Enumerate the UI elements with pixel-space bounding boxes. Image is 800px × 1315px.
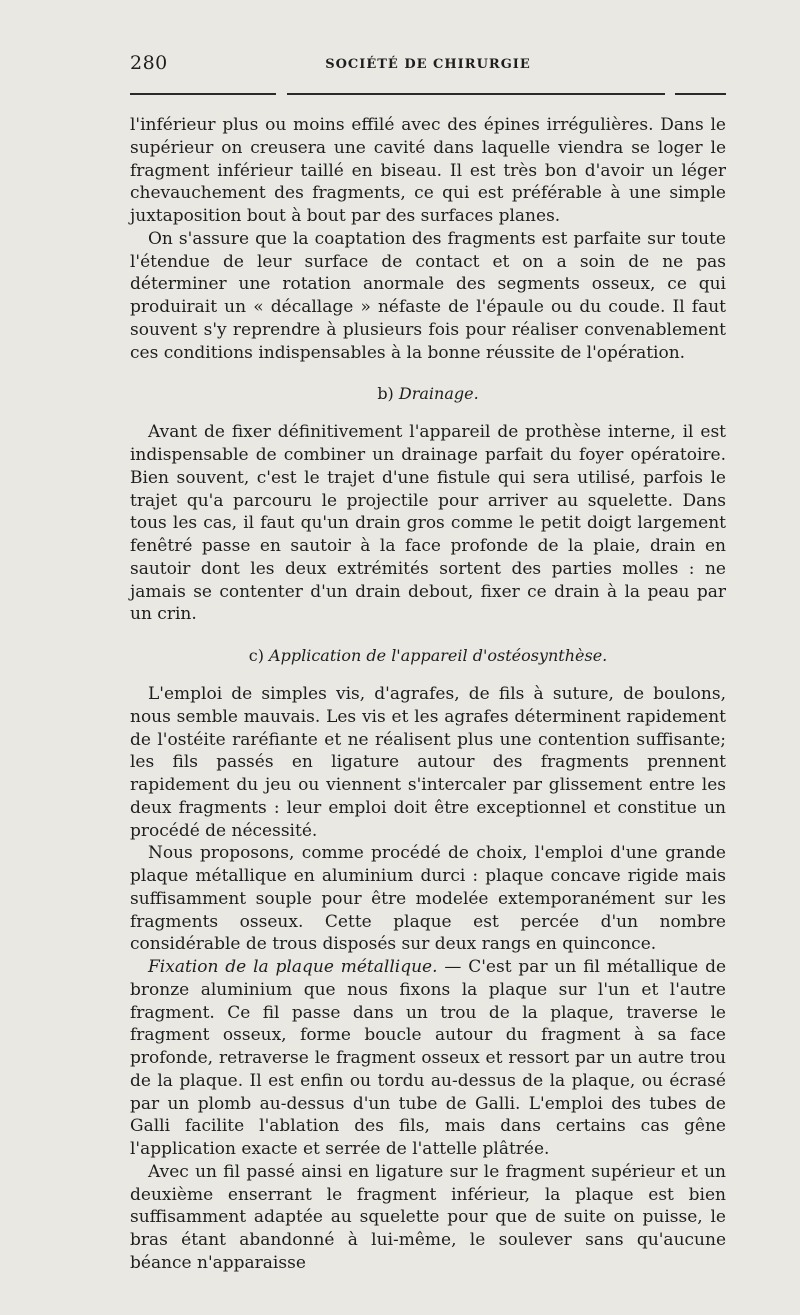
header-rule-center [287, 93, 665, 95]
section-label: c) [248, 646, 264, 665]
paragraph: L'emploi de simples vis, d'agrafes, de fils à suture, de boulons, nous semble mauvais. Les vis et les agrafes déterminent rapidement de l'ostéite raréfiante et ne réalisent plus une contention suffisante; les fils passés en ligature autour des fragments prennent rapidement du jeu ou viennent s'intercaler par glissement entre les deux fragments : leur emploi doit être exceptionnel et constitue un procédé de nécessité. [130, 684, 726, 841]
section-label: b) [377, 384, 394, 404]
paragraph: Nous proposons, comme procédé de choix, l'emploi d'une grande plaque métallique en aluminium durci : plaque concave rigide mais suffisamment souple pour être modelée extemporanément sur les fragments osseux. Cette plaque est percée d'un nombre considérable de trous disposés sur deux rangs en quinconce. [130, 843, 726, 955]
paragraph: Avec un fil passé ainsi en ligature sur le fragment supérieur et un deuxième enserrant le fragment inférieur, la plaque est bien suffisamment adaptée au squelette pour que de suite on puisse, le bras étant abandonné à lui-même, le soulever sans qu'aucune béance n'apparaisse [130, 1161, 726, 1273]
section-title: Application de l'appareil d'ostéosynthèse. [269, 646, 608, 665]
body-text [130, 114, 726, 1275]
run-in-heading: Fixation de la plaque métallique. [148, 957, 438, 977]
paragraph: l'inférieur plus ou moins effilé avec des épines irrégulières. Dans le supérieur on creusera une cavité dans laquelle viendra se loger le fragment inférieur taillé en biseau. Il est très bon d'avoir un léger chevauchement des fragments, ce qui est préférable à une simple juxtaposition bout à bout par des surfaces planes. [130, 115, 726, 226]
section-title: Drainage. [398, 384, 479, 404]
section-heading-application [130, 645, 726, 667]
section-heading-drainage [130, 383, 726, 405]
running-title: SOCIÉTÉ DE CHIRURGIE [325, 57, 531, 72]
page-header [130, 52, 726, 76]
paragraph [130, 956, 726, 1161]
page-number: 280 [130, 52, 168, 74]
header-rule-left [130, 93, 276, 95]
paragraph: Avant de fixer définitivement l'appareil de prothèse interne, il est indispensable de combiner un drainage parfait du foyer opératoire. Bien souvent, c'est le trajet d'une fistule qui sera utilisé, parfois le trajet qu'a parcouru le projectile pour arriver au squelette. Dans tous les cas, il faut qu'un drain gros comme le petit doigt largement fenêtré passe en sautoir à la face profonde de la plaie, drain en sautoir dont les deux extrémités sortent des parties molles : ne jamais se contenter d'un drain debout, fixer ce drain à la peau par un crin. [130, 422, 726, 625]
header-rule-right [675, 93, 726, 95]
paragraph: On s'assure que la coaptation des fragments est parfaite sur toute l'étendue de leur surface de contact et on a soin de ne pas déterminer une rotation anormale des segments osseux, ce qui produirait un « décallage » néfaste de l'épaule ou du coude. Il faut souvent s'y reprendre à plusieurs fois pour réaliser convenablement ces conditions indispensables à la bonne réussite de l'opération. [130, 228, 726, 363]
paragraph-text: — C'est par un fil métallique de bronze aluminium que nous fixons la plaque sur l'un et l'autre fragment. Ce fil passe dans un trou de la plaque, traverse le fragment osseux, forme boucle autour du fragment à sa face profonde, retraverse le fragment osseux et ressort par un autre trou de la plaque. Il est enfin ou tordu au-dessus de la plaque, ou écrasé par un plomb au-dessus d'un tube de Galli. L'emploi des tubes de Galli facilite l'ablation des fils, mais dans certains cas gêne l'application exacte et serrée de l'attelle plâtrée. [130, 957, 727, 1159]
